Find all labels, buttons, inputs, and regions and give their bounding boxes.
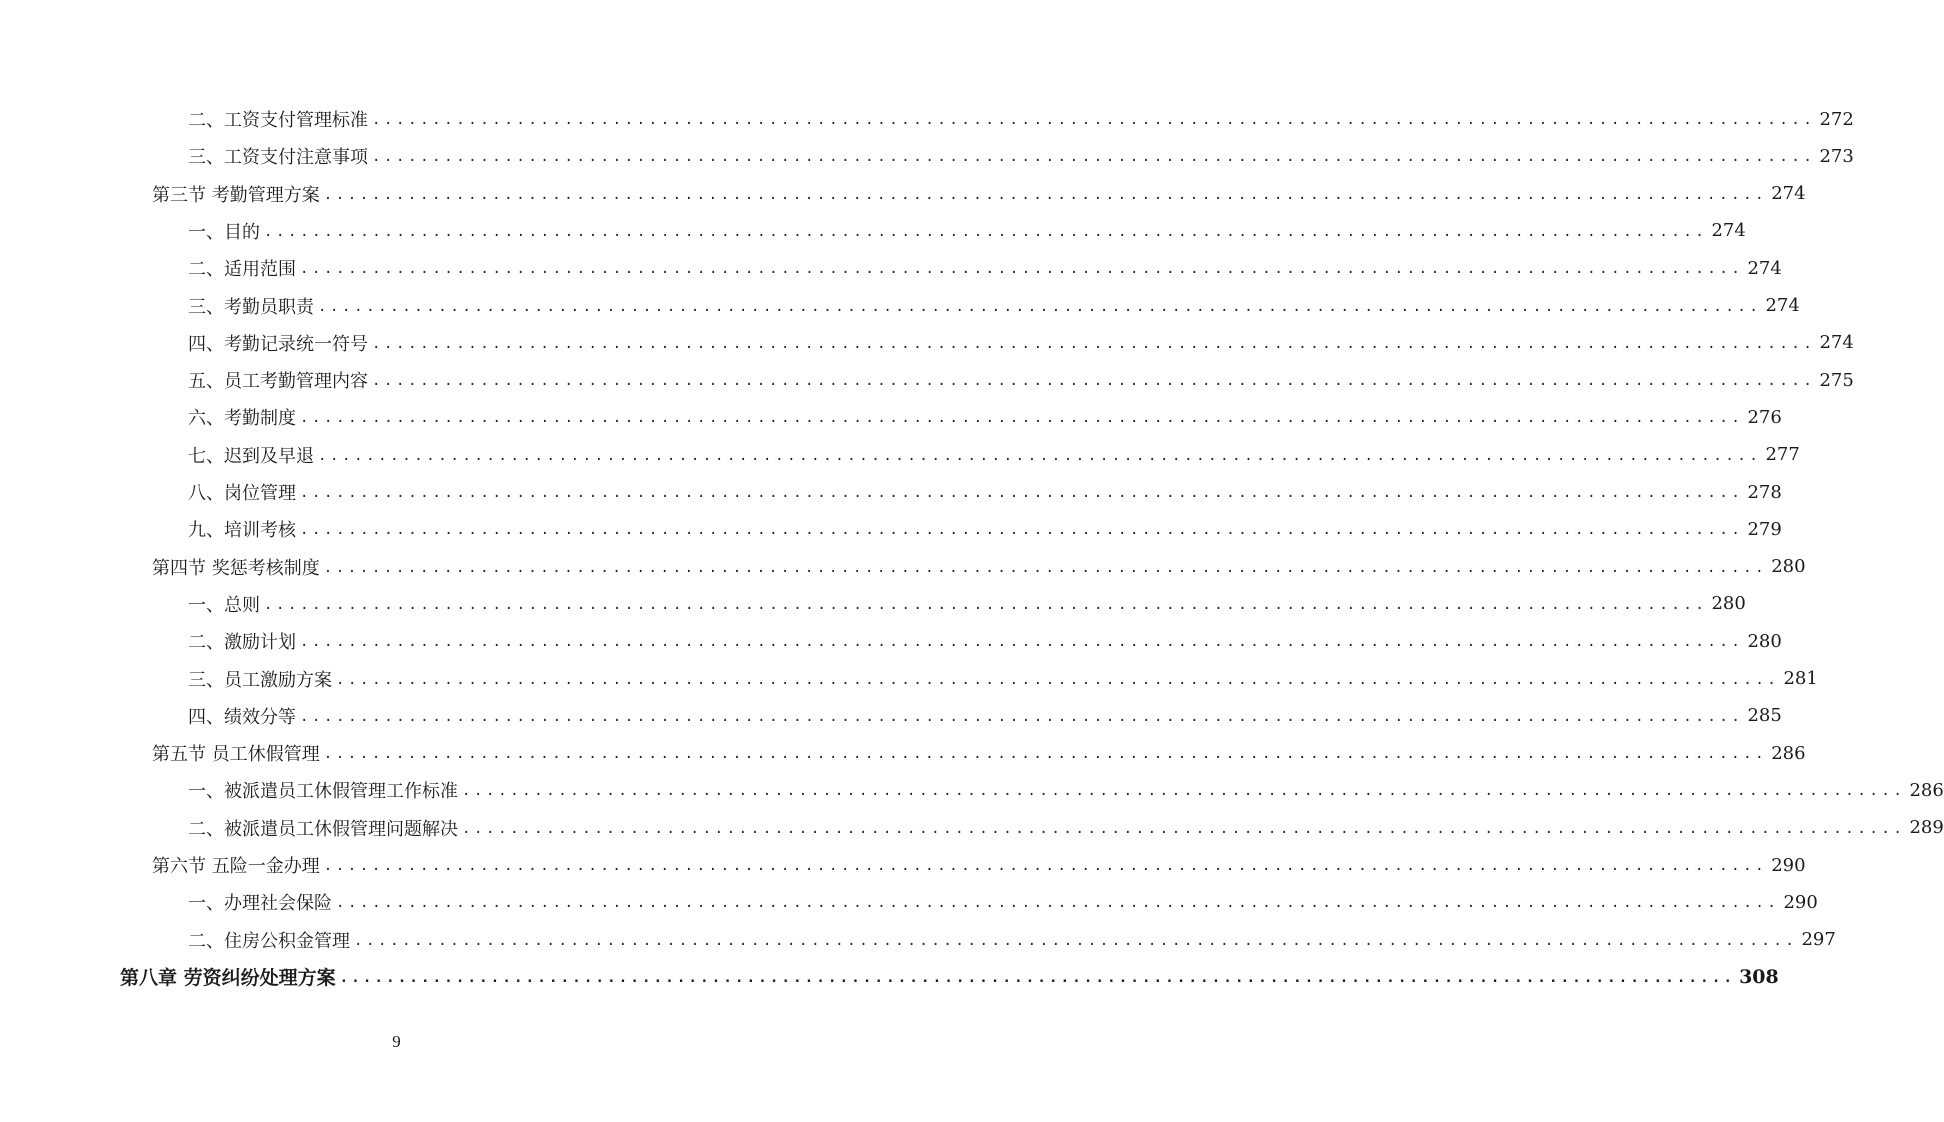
toc-entry[interactable]: [188, 326, 1854, 360]
toc-dot-leader: ........................................................................................................................: [372, 335, 1816, 352]
toc-entry-page: 279: [1747, 518, 1782, 540]
toc-entry-page: 286: [1771, 742, 1806, 764]
toc-entry-page: 276: [1747, 406, 1782, 428]
toc-dot-leader: ........................................................................................................................: [323, 559, 1768, 576]
toc-entry[interactable]: [188, 624, 1782, 658]
toc-entry-title: 第四节 奖惩考核制度: [152, 557, 320, 579]
toc-entry-page: 274: [1771, 183, 1806, 205]
toc-entry-page: 280: [1771, 556, 1806, 578]
toc-dot-leader: ........................................................................................................................: [372, 373, 1816, 390]
toc-entry-title: 第六节 五险一金办理: [152, 856, 320, 877]
toc-entry-title: 三、考勤员职责: [188, 296, 314, 318]
toc-entry-title: 二、住房公积金管理: [188, 930, 350, 952]
toc-dot-leader: ........................................................................................................................: [264, 596, 1708, 613]
toc-entry-page: 274: [1711, 220, 1746, 242]
toc-dot-leader: ........................................................................................................................: [372, 149, 1816, 166]
toc-entry-page: 280: [1711, 593, 1746, 615]
toc-entry[interactable]: [188, 475, 1782, 509]
toc-entry-page: 281: [1783, 668, 1818, 689]
toc-entry[interactable]: [188, 214, 1746, 248]
toc-entry[interactable]: [188, 923, 1836, 957]
toc-entry[interactable]: [188, 662, 1818, 696]
toc-entry-title: 八、岗位管理: [188, 483, 296, 504]
toc-entry-title: 一、被派遣员工休假管理工作标准: [188, 781, 458, 803]
toc-dot-leader: ........................................................................................................................: [300, 261, 1744, 278]
toc-entry-page: 274: [1765, 295, 1800, 316]
toc-entry-title: 九、培训考核: [188, 520, 296, 542]
toc-dot-leader: ........................................................................................................................: [300, 634, 1744, 651]
toc-entry-title: 七、迟到及早退: [188, 445, 314, 467]
toc-entry[interactable]: [152, 848, 1806, 882]
toc-dot-leader: ........................................................................................................................: [462, 783, 1906, 800]
toc-dot-leader: ........................................................................................................................: [323, 186, 1768, 203]
toc-entry[interactable]: [188, 773, 1944, 807]
toc-entry-title: 三、工资支付注意事项: [188, 147, 368, 169]
toc-entry-title: 五、员工考勤管理内容: [188, 371, 368, 393]
toc-entry[interactable]: [188, 512, 1782, 546]
toc-dot-leader: ........................................................................................................................: [264, 223, 1708, 240]
toc-dot-leader: ........................................................................................................................: [462, 820, 1906, 837]
toc-entry[interactable]: [152, 550, 1806, 584]
toc-entry[interactable]: [152, 736, 1806, 770]
toc-entry[interactable]: [188, 438, 1800, 472]
toc-dot-leader: ........................................................................................................................: [300, 410, 1744, 427]
toc-entry-title: 四、绩效分等: [188, 706, 296, 728]
toc-dot-leader: ........................................................................................................................: [372, 112, 1816, 128]
toc-entry-page: 278: [1747, 481, 1782, 503]
toc-dot-leader: ........................................................................................................................: [318, 298, 1762, 315]
toc-entry-page: 308: [1739, 965, 1779, 988]
toc-entry[interactable]: [188, 251, 1782, 285]
toc-entry-page: 285: [1747, 705, 1782, 727]
toc-entry[interactable]: [188, 811, 1944, 845]
toc-dot-leader: ........................................................................................................................: [318, 447, 1762, 464]
toc-entry-title: 四、考勤记录统一符号: [188, 333, 368, 355]
toc-dot-leader: ........................................................................................................................: [300, 485, 1744, 501]
toc-entry-page: 274: [1819, 332, 1854, 354]
toc-entry[interactable]: [188, 587, 1746, 621]
toc-entry-page: 277: [1765, 444, 1800, 466]
toc-entry-page: 289: [1909, 817, 1944, 839]
toc-entry-page: 274: [1747, 257, 1782, 279]
toc-dot-leader: ........................................................................................................................: [323, 858, 1768, 874]
toc-entry[interactable]: [188, 139, 1854, 173]
toc-dot-leader: ........................................................................................................................: [339, 969, 1736, 986]
toc-entry[interactable]: [188, 102, 1854, 136]
toc-entry[interactable]: [188, 400, 1782, 434]
toc-entry-page: 272: [1819, 108, 1854, 130]
toc-entry[interactable]: [152, 177, 1806, 211]
toc-entry-page: 275: [1819, 369, 1854, 391]
toc-entry-title: 第三节 考勤管理方案: [152, 184, 320, 206]
toc-entry[interactable]: [188, 289, 1800, 323]
toc-entry-title: 二、适用范围: [188, 259, 296, 281]
toc-dot-leader: ........................................................................................................................: [300, 708, 1744, 725]
toc-entry-page: 273: [1819, 145, 1854, 167]
toc-entry[interactable]: [188, 885, 1818, 919]
toc-entry-title: 第五节 员工休假管理: [152, 744, 320, 766]
toc-entry-page: 297: [1801, 929, 1836, 951]
toc-entry-page: 290: [1783, 891, 1818, 913]
toc-entry-title: 二、工资支付管理标准: [188, 110, 368, 131]
toc-dot-leader: ........................................................................................................................: [336, 671, 1780, 688]
toc-entry-title: 六、考勤制度: [188, 408, 296, 430]
toc-entry-title: 一、总则: [188, 594, 260, 616]
toc-dot-leader: ........................................................................................................................: [323, 746, 1768, 763]
toc-dot-leader: ........................................................................................................................: [300, 522, 1744, 539]
toc-entry-page: 286: [1909, 779, 1944, 801]
toc-entry-title: 二、被派遣员工休假管理问题解决: [188, 818, 458, 840]
toc-entry-page: 280: [1747, 630, 1782, 652]
toc-entry-title: 一、目的: [188, 221, 260, 243]
toc-entry[interactable]: [188, 363, 1854, 397]
toc-entry[interactable]: [120, 960, 1779, 994]
toc-entry-title: 二、激励计划: [188, 632, 296, 654]
page-number: 9: [392, 1032, 401, 1051]
toc-entry-title: 三、员工激励方案: [188, 669, 332, 691]
toc-entry-page: 290: [1771, 854, 1806, 876]
toc-dot-leader: ........................................................................................................................: [354, 932, 1798, 949]
toc-entry-title: 一、办理社会保险: [188, 893, 332, 915]
toc-entry-title: 第八章 劳资纠纷处理方案: [120, 967, 336, 990]
toc-entry[interactable]: [188, 699, 1782, 733]
toc-dot-leader: ........................................................................................................................: [336, 895, 1780, 912]
